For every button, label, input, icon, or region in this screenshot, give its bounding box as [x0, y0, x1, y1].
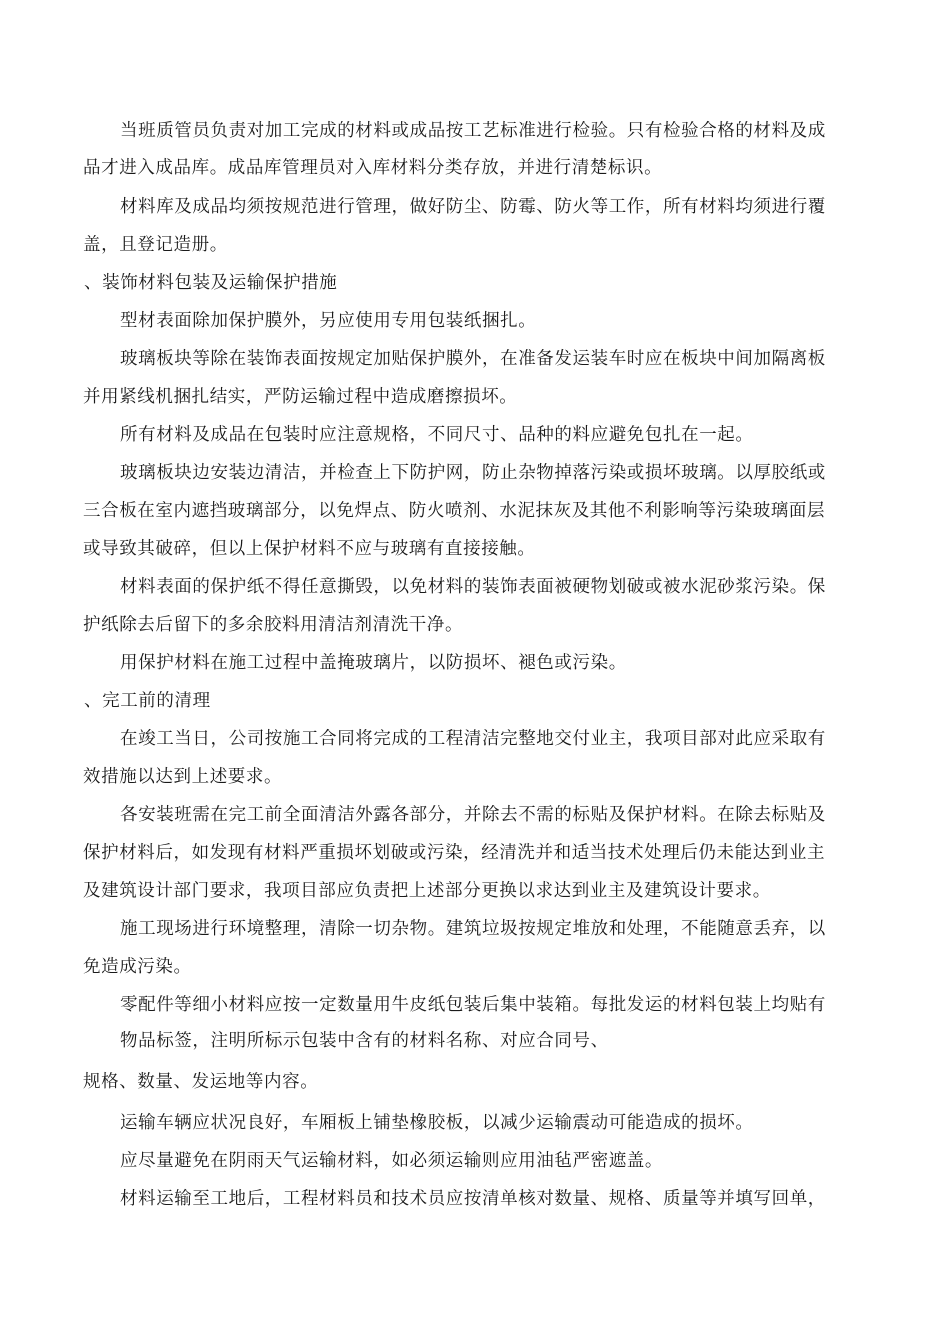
paragraph-line: 物品标签，注明所标示包装中含有的材料名称、对应合同号、: [120, 1031, 609, 1051]
paragraph-line: 玻璃板块边安装边清洁，并检查上下防护网，防止杂物掉落污染或损坏玻璃。以厚胶纸或: [120, 463, 826, 483]
paragraph-line: 品才进入成品库。成品库管理员对入库材料分类存放，并进行清楚标识。: [83, 158, 663, 178]
paragraph-line: 保护材料后，如发现有材料严重损坏划破或污染，经清洗并和适当技术处理后仍未能达到业主: [83, 843, 826, 863]
paragraph-line: 应尽量避免在阴雨天气运输材料，如必须运输则应用油毡严密遮盖。: [120, 1151, 663, 1171]
paragraph-line: 在竣工当日，公司按施工合同将完成的工程清洁完整地交付业主，我项目部对此应采取有: [120, 729, 826, 749]
paragraph-line: 护纸除去后留下的多余胶料用清洁剂清洗干净。: [83, 615, 464, 635]
paragraph-line: 并用紧线机捆扎结实，严防运输过程中造成磨擦损坏。: [83, 387, 518, 407]
section-heading: 、完工前的清理: [84, 691, 211, 711]
paragraph-line: 型材表面除加保护膜外，另应使用专用包装纸捆扎。: [120, 311, 537, 331]
paragraph-line: 零配件等细小材料应按一定数量用牛皮纸包装后集中装箱。每批发运的材料包装上均贴有: [120, 995, 826, 1015]
paragraph-line: 盖，且登记造册。: [83, 235, 228, 255]
paragraph-line: 各安装班需在完工前全面清洁外露各部分，并除去不需的标贴及保护材料。在除去标贴及: [120, 805, 826, 825]
paragraph-line: 所有材料及成品在包装时应注意规格，不同尺寸、品种的料应避免包扎在一起。: [120, 425, 754, 445]
paragraph-line: 用保护材料在施工过程中盖掩玻璃片，以防损坏、褪色或污染。: [120, 653, 627, 673]
paragraph-line: 效措施以达到上述要求。: [83, 767, 283, 787]
paragraph-line: 三合板在室内遮挡玻璃部分，以免焊点、防火喷剂、水泥抹灰及其他不利影响等污染玻璃面层: [83, 501, 826, 521]
paragraph-line: 或导致其破碎，但以上保护材料不应与玻璃有直接接触。: [83, 539, 536, 559]
paragraph-line: 材料运输至工地后，工程材料员和技术员应按清单核对数量、规格、质量等并填写回单，: [120, 1189, 826, 1209]
paragraph-line: 当班质管员负责对加工完成的材料或成品按工艺标准进行检验。只有检验合格的材料及成: [120, 121, 826, 141]
paragraph-line: 材料表面的保护纸不得任意撕毁，以免材料的装饰表面被硬物划破或被水泥砂浆污染。保: [120, 577, 826, 597]
paragraph-line: 及建筑设计部门要求，我项目部应负责把上述部分更换以求达到业主及建筑设计要求。: [83, 881, 771, 901]
paragraph-line: 施工现场进行环境整理，清除一切杂物。建筑垃圾按规定堆放和处理，不能随意丢弃，以: [120, 919, 826, 939]
paragraph-line: 材料库及成品均须按规范进行管理，做好防尘、防霉、防火等工作，所有材料均须进行覆: [120, 197, 826, 217]
paragraph-line: 免造成污染。: [83, 957, 192, 977]
section-heading: 、装饰材料包装及运输保护措施: [84, 273, 338, 293]
paragraph-line: 运输车辆应状况良好，车厢板上铺垫橡胶板，以减少运输震动可能造成的损坏。: [120, 1113, 754, 1133]
paragraph-line: 玻璃板块等除在装饰表面按规定加贴保护膜外，在准备发运装车时应在板块中间加隔离板: [120, 349, 826, 369]
paragraph-line: 规格、数量、发运地等内容。: [83, 1072, 319, 1092]
